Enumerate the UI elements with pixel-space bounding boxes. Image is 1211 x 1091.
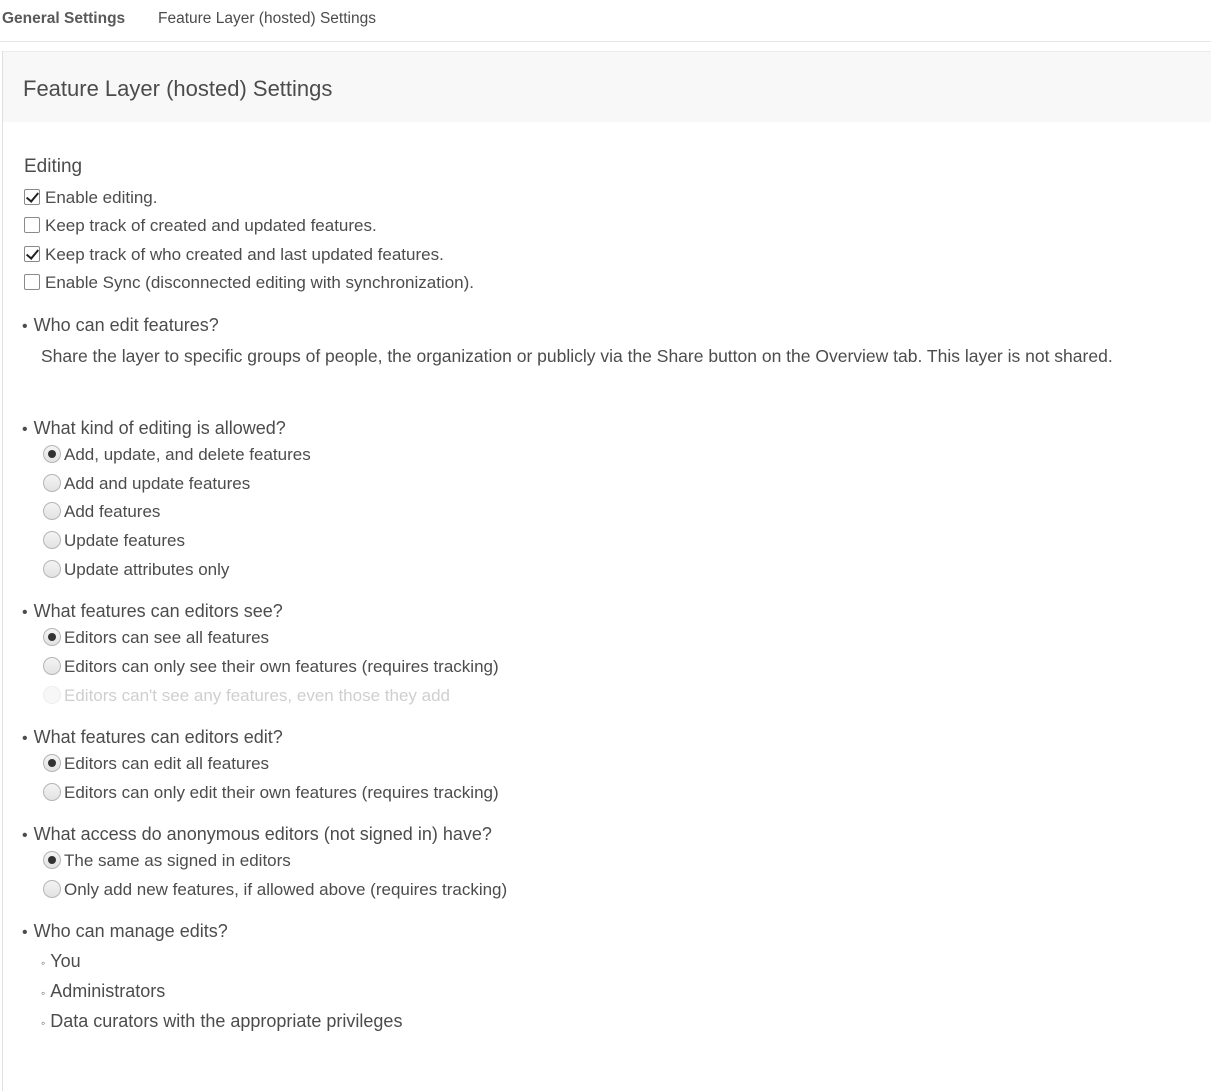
track-who-edited-label: Keep track of who created and last updated features. <box>45 245 444 264</box>
sub-bullet: ◦ <box>41 1016 46 1030</box>
radio-button[interactable] <box>43 783 61 801</box>
editors-see-option-own[interactable] <box>43 657 499 677</box>
anonymous-option-same-as-signed-in[interactable] <box>43 851 291 871</box>
bullet: • <box>22 318 28 335</box>
enable-sync-checkbox[interactable] <box>24 274 40 290</box>
manager-list-item <box>41 981 165 1002</box>
sub-bullet: ◦ <box>41 956 46 970</box>
track-created-updated-label: Keep track of created and updated features. <box>45 216 377 235</box>
editing-section-label: Editing <box>24 156 83 177</box>
editors-edit-question <box>22 727 283 748</box>
editing-kind-option-add[interactable] <box>43 502 160 522</box>
settings-tab-bar <box>0 0 1211 42</box>
track-who-edited-checkbox[interactable] <box>24 246 40 262</box>
radio-button[interactable] <box>43 502 61 520</box>
track-who-edited-option[interactable] <box>24 245 444 265</box>
anonymous-access-question <box>22 824 492 845</box>
option-label: Editors can only edit their own features (requires tracking) <box>64 783 499 802</box>
editing-kind-option-add-update[interactable] <box>43 474 250 494</box>
option-label: The same as signed in editors <box>64 851 291 870</box>
manager-label: You <box>50 951 81 971</box>
radio-button[interactable] <box>43 531 61 549</box>
editing-kind-option-attributes-only[interactable] <box>43 560 229 580</box>
who-can-edit-question <box>22 315 219 336</box>
tab-feature-layer-settings[interactable]: Feature Layer (hosted) Settings <box>158 10 376 27</box>
option-label: Only add new features, if allowed above (requires tracking) <box>64 880 508 899</box>
option-label: Editors can't see any features, even those they add <box>64 686 450 705</box>
who-can-edit-question-text: Who can edit features? <box>33 315 219 335</box>
bullet: • <box>22 730 28 747</box>
option-label: Editors can see all features <box>64 628 270 647</box>
option-label: Add, update, and delete features <box>64 445 311 464</box>
bullet: • <box>22 421 28 438</box>
manager-list-item <box>41 951 81 972</box>
manage-edits-question-text: Who can manage edits? <box>33 921 228 941</box>
radio-button[interactable] <box>43 560 61 578</box>
editing-kind-option-update[interactable] <box>43 531 185 551</box>
radio-button[interactable] <box>43 880 61 898</box>
editors-edit-option-own[interactable] <box>43 783 499 803</box>
sharing-description: Share the layer to specific groups of people, the organization or publicly via the Share button on the Overview tab. This layer is not shared. <box>41 346 1113 366</box>
radio-button[interactable] <box>43 754 61 772</box>
option-label: Add and update features <box>64 474 251 493</box>
option-label: Editors can edit all features <box>64 754 270 773</box>
manager-label: Administrators <box>50 981 166 1001</box>
track-created-updated-checkbox[interactable] <box>24 217 40 233</box>
sub-bullet: ◦ <box>41 986 46 1000</box>
anonymous-option-add-only[interactable] <box>43 880 507 900</box>
enable-editing-option[interactable] <box>24 188 157 208</box>
editors-see-question <box>22 601 283 622</box>
option-label: Update features <box>64 531 185 550</box>
radio-button[interactable] <box>43 474 61 492</box>
editors-see-option-none <box>43 686 450 706</box>
panel-header <box>3 51 1211 122</box>
enable-sync-option[interactable] <box>24 273 474 293</box>
panel-title: Feature Layer (hosted) Settings <box>23 76 333 101</box>
bullet: • <box>22 924 28 941</box>
enable-sync-label: Enable Sync (disconnected editing with synchronization). <box>45 273 475 292</box>
manage-edits-question <box>22 921 228 942</box>
enable-editing-checkbox[interactable] <box>24 189 40 205</box>
option-label: Add features <box>64 502 161 521</box>
manager-label: Data curators with the appropriate privileges <box>50 1011 403 1031</box>
track-created-updated-option[interactable] <box>24 216 377 236</box>
editors-edit-question-text: What features can editors edit? <box>33 727 283 747</box>
bullet: • <box>22 827 28 844</box>
editors-see-option-all[interactable] <box>43 628 269 648</box>
tab-general-settings[interactable]: General Settings <box>2 10 126 27</box>
option-label: Update attributes only <box>64 560 230 579</box>
radio-button[interactable] <box>43 445 61 463</box>
editing-kind-option-add-update-delete[interactable] <box>43 445 311 465</box>
radio-button[interactable] <box>43 851 61 869</box>
option-label: Editors can only see their own features (requires tracking) <box>64 657 499 676</box>
editing-kind-question <box>22 418 286 439</box>
radio-button <box>43 686 61 704</box>
enable-editing-label: Enable editing. <box>45 188 158 207</box>
editing-kind-question-text: What kind of editing is allowed? <box>33 418 286 438</box>
radio-button[interactable] <box>43 628 61 646</box>
bullet: • <box>22 604 28 621</box>
editors-see-question-text: What features can editors see? <box>33 601 283 621</box>
radio-button[interactable] <box>43 657 61 675</box>
editors-edit-option-all[interactable] <box>43 754 269 774</box>
manager-list-item <box>41 1011 402 1032</box>
anonymous-access-question-text: What access do anonymous editors (not signed in) have? <box>33 824 492 844</box>
